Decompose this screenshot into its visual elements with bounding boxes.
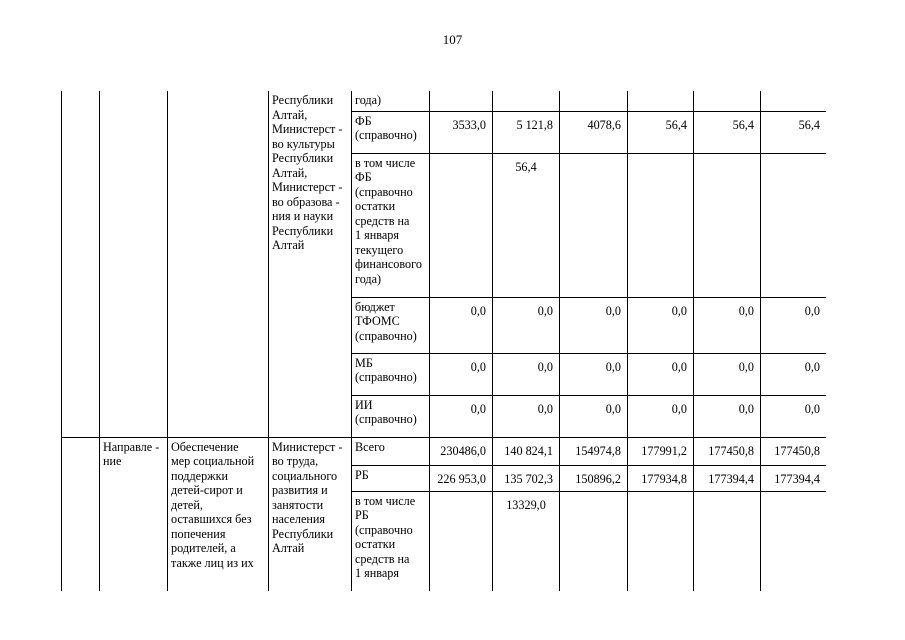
value-cell: 230486,0	[430, 437, 493, 465]
value-cell: 226 953,0	[430, 465, 493, 491]
executor-line: Республики	[272, 526, 334, 541]
value-cell	[761, 491, 827, 591]
value-cell: 177394,4	[761, 465, 827, 491]
value-cell: 4078,6	[560, 111, 628, 153]
funding-source-line: в том числе	[355, 493, 416, 508]
funding-source-line: ФБ	[355, 113, 372, 128]
funding-source-line: средств на	[355, 551, 410, 566]
value-cell: 150896,2	[560, 465, 628, 491]
value-cell: 0,0	[694, 353, 761, 395]
direction-cell	[100, 437, 168, 591]
value-cell: 5 121,8	[493, 111, 560, 153]
funding-source-line: 1 января	[355, 228, 399, 242]
funding-source-line: года)	[355, 271, 382, 286]
measure-line: родителей, а	[171, 541, 236, 555]
value-cell: 0,0	[560, 297, 628, 353]
value-cell: 0,0	[493, 297, 560, 353]
value-cell: 13329,0	[493, 491, 560, 591]
executor-line: ния и науки	[272, 209, 334, 223]
funding-source-cell	[352, 491, 430, 591]
executor-line: Алтай	[272, 238, 305, 252]
value-cell: 56,4	[493, 153, 560, 297]
funding-source-line: в том числе	[355, 155, 416, 170]
funding-source-cell	[352, 465, 430, 491]
funding-source-cell	[352, 353, 430, 395]
value-cell: 56,4	[628, 111, 694, 153]
measure-line: детей,	[171, 497, 203, 512]
table-body	[62, 91, 827, 591]
value-cell: 0,0	[628, 353, 694, 395]
value-cell: 0,0	[761, 395, 827, 437]
value-cell	[628, 153, 694, 297]
table-row	[62, 437, 827, 465]
number-cell	[62, 91, 100, 437]
value-cell: 177934,8	[628, 465, 694, 491]
executor-line: Министерст -	[272, 439, 343, 454]
executor-line: Республики	[272, 223, 334, 238]
funding-source-line: (справочно)	[355, 370, 417, 384]
value-cell: 0,0	[493, 353, 560, 395]
funding-source-line: (справочно)	[355, 328, 417, 343]
direction-line: ние	[103, 454, 122, 468]
value-cell: 0,0	[430, 297, 493, 353]
executor-line: Республики	[272, 151, 334, 165]
value-cell: 0,0	[628, 297, 694, 353]
value-cell	[694, 153, 761, 297]
funding-source-line: (справочно	[355, 184, 413, 199]
funding-source-line: Всего	[355, 439, 385, 454]
funding-source-line: ИИ	[355, 397, 373, 412]
value-cell: 177450,8	[694, 437, 761, 465]
executor-line: социального	[272, 468, 338, 483]
value-cell: 0,0	[694, 297, 761, 353]
measure-cell	[168, 437, 269, 591]
measure-line: попечения	[171, 526, 226, 541]
measure-line: поддержки	[171, 468, 229, 483]
page-number: 107	[442, 32, 463, 47]
value-cell	[560, 153, 628, 297]
executor-cell	[269, 91, 352, 437]
executor-line: Алтай,	[272, 165, 308, 180]
executor-line: во культуры	[272, 136, 335, 151]
value-cell	[430, 91, 493, 111]
value-cell: 0,0	[628, 395, 694, 437]
funding-source-line: ТФОМС	[355, 314, 400, 328]
measure-cell	[168, 91, 269, 437]
executor-line: развития и	[272, 483, 328, 497]
executor-line: Министерст -	[272, 122, 343, 136]
budget-table	[61, 91, 826, 591]
value-cell: 56,4	[694, 111, 761, 153]
executor-line: Алтай,	[272, 107, 308, 122]
executor-line: во труда,	[272, 454, 319, 468]
funding-source-cell	[352, 91, 430, 111]
value-cell	[560, 491, 628, 591]
executor-line: занятости	[272, 497, 324, 512]
value-cell	[493, 91, 560, 111]
measure-line: Обеспечение	[171, 439, 239, 454]
funding-source-line: ФБ	[355, 170, 372, 184]
value-cell	[628, 491, 694, 591]
number-cell	[62, 437, 100, 591]
budget-table-wrapper	[61, 91, 826, 597]
funding-source-line: (справочно	[355, 522, 413, 537]
value-cell	[430, 153, 493, 297]
funding-source-line: РБ	[355, 467, 369, 482]
funding-source-line: года)	[355, 93, 382, 107]
value-cell: 177450,8	[761, 437, 827, 465]
value-cell	[560, 91, 628, 111]
funding-source-line: (справочно)	[355, 412, 417, 426]
value-cell: 0,0	[493, 395, 560, 437]
value-cell: 0,0	[430, 395, 493, 437]
executor-cell	[269, 437, 352, 591]
funding-source-cell	[352, 111, 430, 153]
value-cell: 0,0	[761, 353, 827, 395]
value-cell	[628, 91, 694, 111]
executor-line: Республики	[272, 93, 334, 107]
value-cell: 0,0	[430, 353, 493, 395]
funding-source-line: МБ	[355, 355, 373, 370]
direction-cell	[100, 91, 168, 437]
value-cell: 154974,8	[560, 437, 628, 465]
funding-source-cell	[352, 153, 430, 297]
table-row	[62, 91, 827, 111]
value-cell: 0,0	[560, 395, 628, 437]
value-cell: 177991,2	[628, 437, 694, 465]
measure-line: оставшихся без	[171, 512, 252, 526]
measure-line: также лиц из их	[171, 555, 254, 570]
funding-source-line: остатки	[355, 537, 396, 551]
value-cell: 177394,4	[694, 465, 761, 491]
value-cell: 0,0	[761, 297, 827, 353]
value-cell: 0,0	[694, 395, 761, 437]
funding-source-line: (справочно)	[355, 128, 417, 142]
value-cell	[694, 91, 761, 111]
funding-source-cell	[352, 437, 430, 465]
funding-source-cell	[352, 297, 430, 353]
direction-line: Направле -	[103, 439, 160, 454]
value-cell: 140 824,1	[493, 437, 560, 465]
funding-source-line: текущего	[355, 242, 404, 257]
funding-source-line: остатки	[355, 199, 396, 213]
executor-line: населения	[272, 512, 326, 526]
funding-source-cell	[352, 395, 430, 437]
funding-source-line: 1 января	[355, 566, 399, 580]
funding-source-line: бюджет	[355, 299, 395, 314]
value-cell: 0,0	[560, 353, 628, 395]
measure-line: мер социальной	[171, 454, 255, 468]
funding-source-line: средств на	[355, 213, 410, 228]
value-cell	[430, 491, 493, 591]
value-cell	[761, 91, 827, 111]
value-cell	[761, 153, 827, 297]
value-cell: 135 702,3	[493, 465, 560, 491]
executor-line: Алтай	[272, 541, 305, 555]
measure-line: детей-сирот и	[171, 483, 243, 497]
value-cell	[694, 491, 761, 591]
value-cell: 3533,0	[430, 111, 493, 153]
funding-source-line: финансового	[355, 257, 422, 271]
funding-source-line: РБ	[355, 508, 369, 522]
executor-line: Министерст -	[272, 180, 343, 194]
value-cell: 56,4	[761, 111, 827, 153]
executor-line: во образова -	[272, 194, 340, 209]
